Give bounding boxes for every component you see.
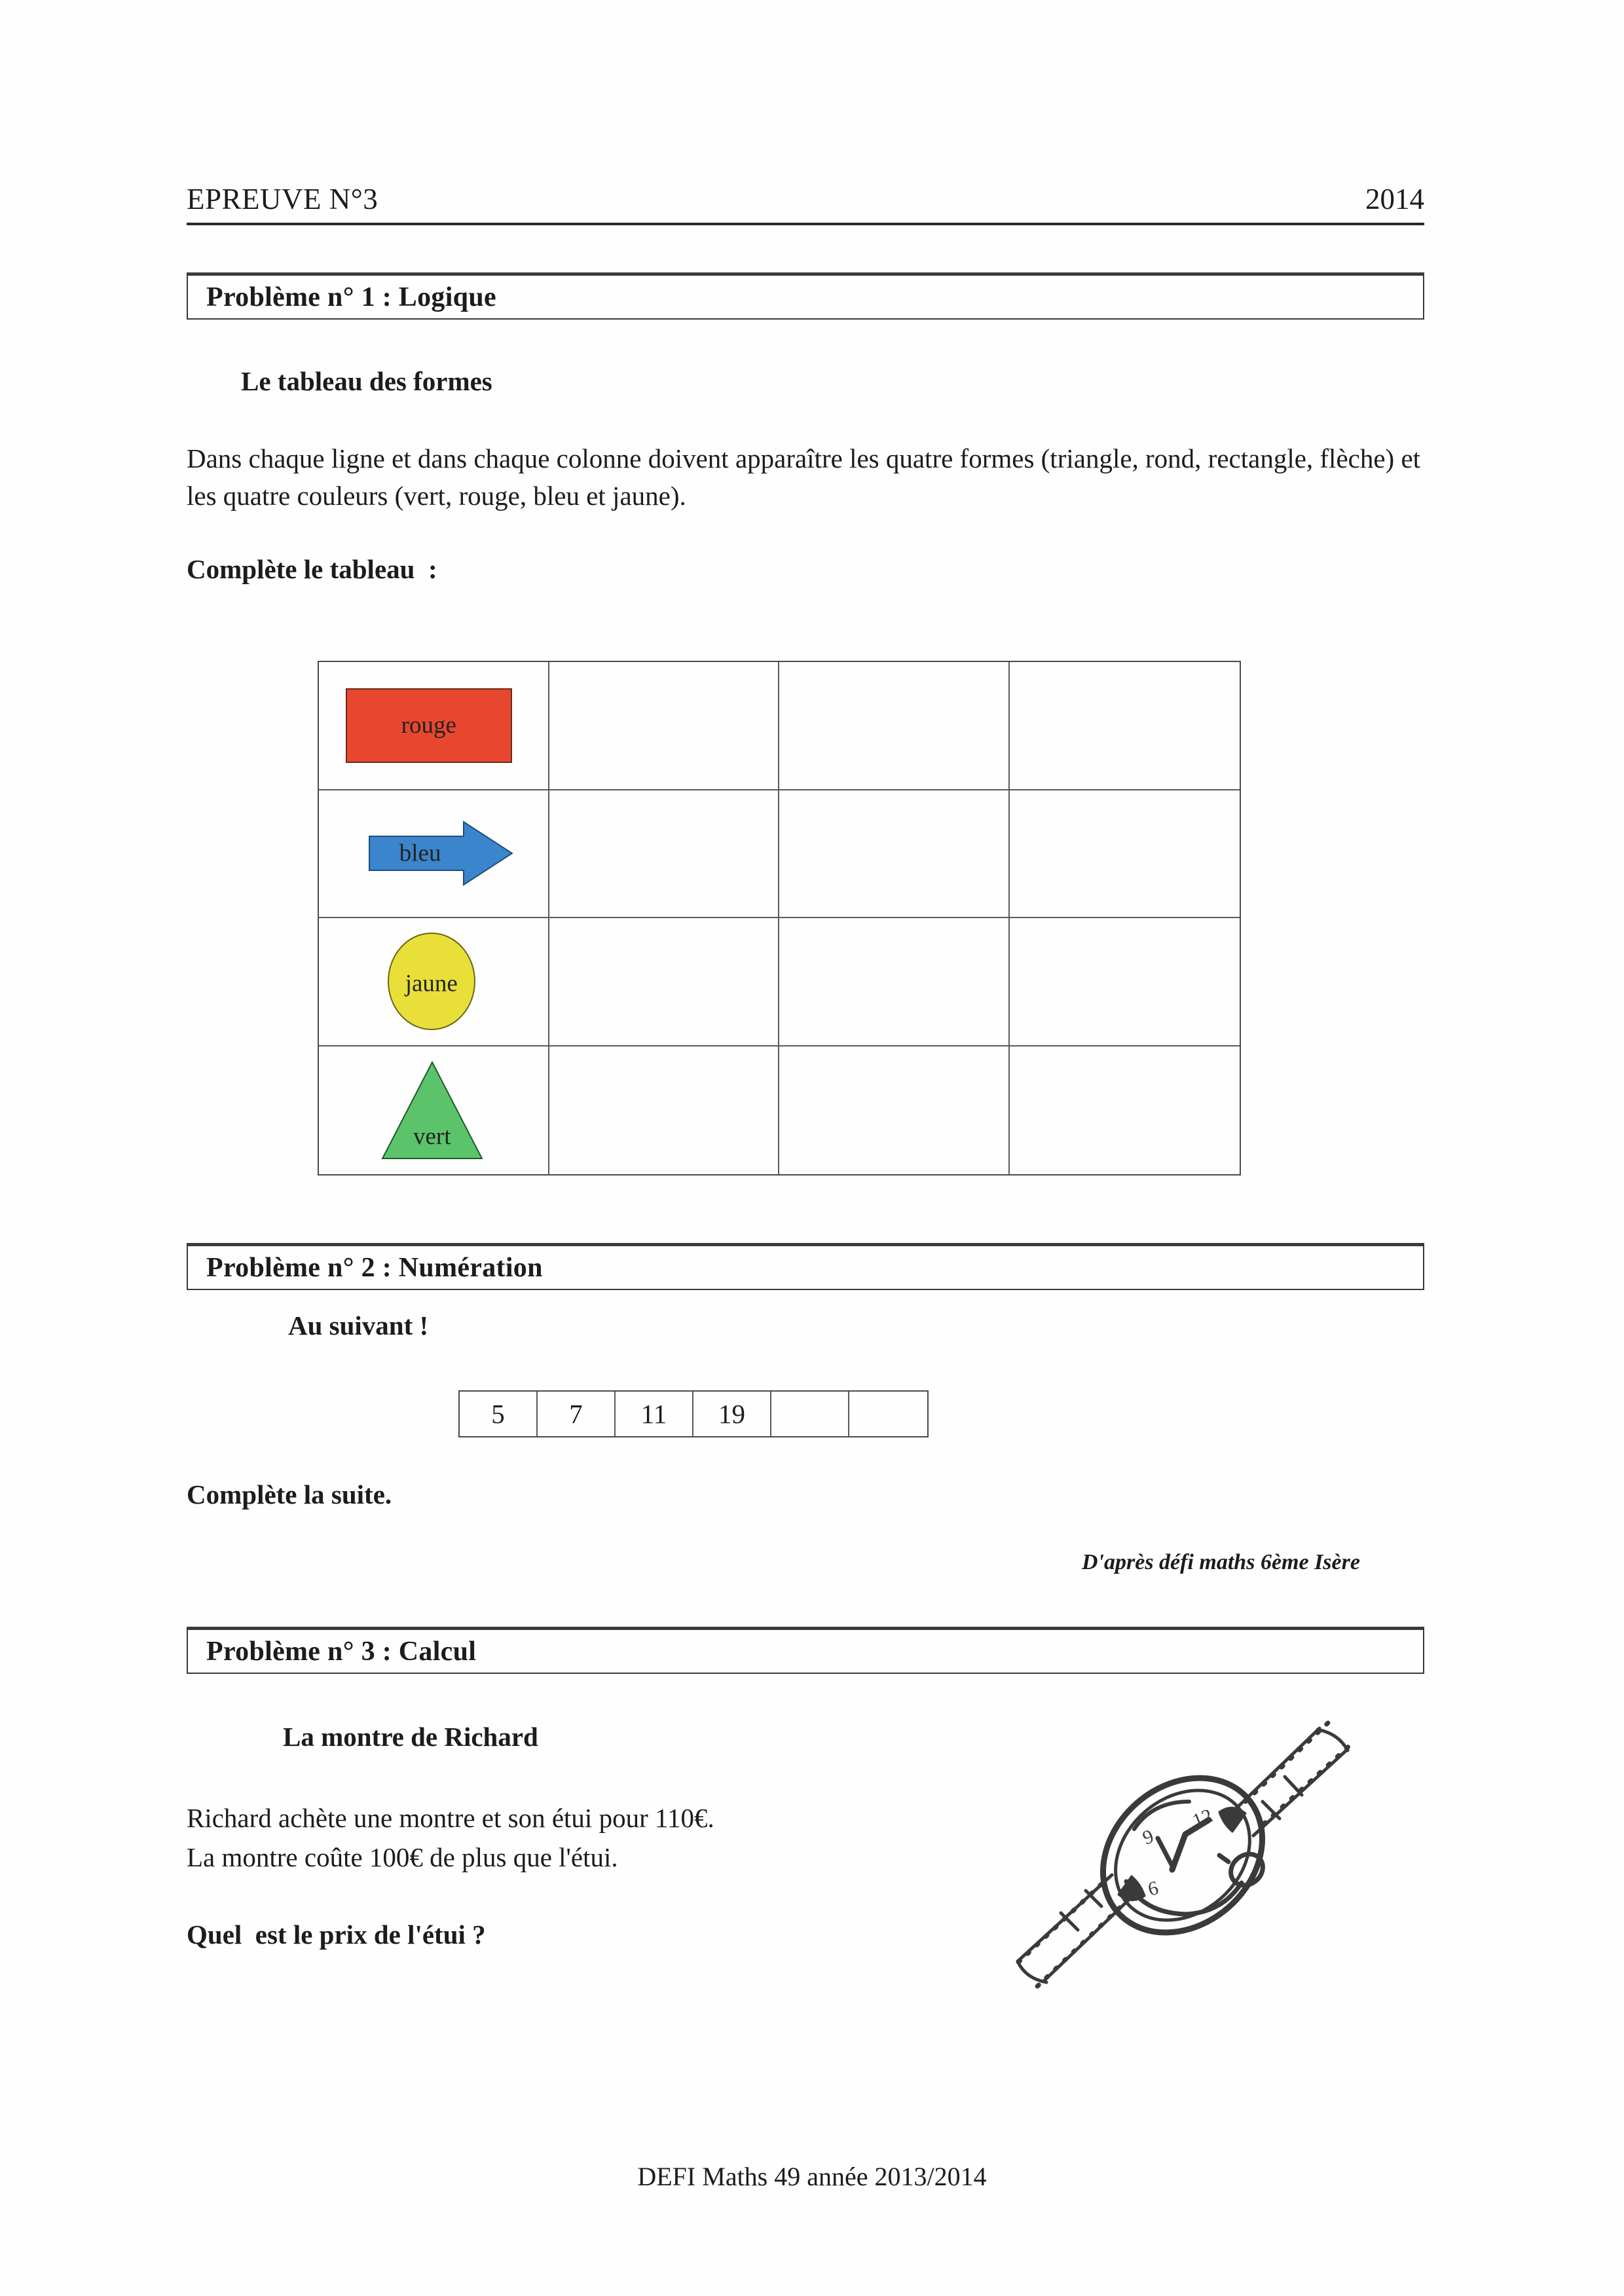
problem-1-intro-text: Dans chaque ligne et dans chaque colonne doivent apparaître les quatre formes (triangle, rond, rectangle, flèche) et les quatre couleurs (vert, rouge, bleu et jaune). [187,443,1421,511]
grid-cell-r4c4[interactable] [1010,1046,1240,1175]
grid-cell-r2c4[interactable] [1010,790,1240,919]
shape-label-vert: vert [413,1122,451,1150]
grid-cell-r1c2[interactable] [549,662,780,790]
circle-shape-jaune [388,933,475,1030]
page-footer: DEFI Maths 49 année 2013/2014 [637,2162,987,2191]
grid-cell-r3c3[interactable] [779,918,1010,1046]
grid-cell-r1c3[interactable] [779,662,1010,790]
problem-3-line-2: La montre coûte 100€ de plus que l'étui. [187,1842,618,1872]
wristwatch-icon [989,1673,1382,2037]
grid-cell-r4c3[interactable] [779,1046,1010,1175]
problem-2-credit: D'après défi maths 6ème Isère [1082,1550,1360,1574]
grid-cell-r2c3[interactable] [779,790,1010,919]
problem-2-subtitle: Au suivant ! [288,1310,429,1341]
grid-cell-r3c1[interactable] [319,918,549,1046]
grid-cell-r2c2[interactable] [549,790,780,919]
grid-cell-r3c4[interactable] [1010,918,1240,1046]
document-header [187,182,1424,225]
dial-number-9: 9 [1139,1825,1157,1849]
triangle-shape-vert [380,1060,485,1161]
exam-label: EPREUVE N°3 [187,183,378,215]
shape-label-bleu: bleu [399,840,441,867]
shapes-table [318,661,1241,1176]
grid-cell-r1c4[interactable] [1010,662,1240,790]
problem-1-instruction: Complète le tableau : [187,554,437,584]
problem-2-banner [187,1243,1424,1290]
dial-number-12: 12 [1189,1804,1216,1832]
rectangle-shape-rouge [346,688,512,763]
problem-3-line-1: Richard achète une montre et son étui pour 110€. [187,1803,714,1833]
problem-1-subtitle: Le tableau des formes [241,366,492,396]
exam-year: 2014 [1365,183,1424,215]
grid-cell-r3c2[interactable] [549,918,780,1046]
problem-3-instruction: Quel est le prix de l'étui ? [187,1919,486,1950]
grid-cell-r4c1[interactable] [319,1046,549,1175]
sequence-cell-5[interactable] [771,1392,849,1436]
problem-1-banner [187,272,1424,320]
sequence-cell-1[interactable]: 5 [460,1392,538,1436]
problem-1-title: Problème n° 1 : Logique [206,282,496,312]
grid-cell-r4c2[interactable] [549,1046,780,1175]
problem-3-subtitle: La montre de Richard [283,1722,538,1752]
arrow-shape-bleu [365,818,516,889]
sequence-cell-2[interactable]: 7 [538,1392,616,1436]
problem-2-instruction: Complète la suite. [187,1479,392,1509]
sequence-cell-6[interactable] [849,1392,927,1436]
problem-3-banner [187,1627,1424,1674]
sequence-cell-4[interactable]: 19 [693,1392,771,1436]
problem-3-title: Problème n° 3 : Calcul [206,1636,477,1667]
shape-label-jaune: jaune [405,970,458,997]
dial-number-6: 6 [1145,1877,1161,1900]
grid-cell-r1c1[interactable] [319,662,549,790]
number-sequence-strip [458,1390,929,1437]
shape-label-rouge: rouge [401,712,456,739]
problem-2-title: Problème n° 2 : Numération [206,1252,543,1283]
sequence-cell-3[interactable]: 11 [616,1392,693,1436]
grid-cell-r2c1[interactable] [319,790,549,919]
